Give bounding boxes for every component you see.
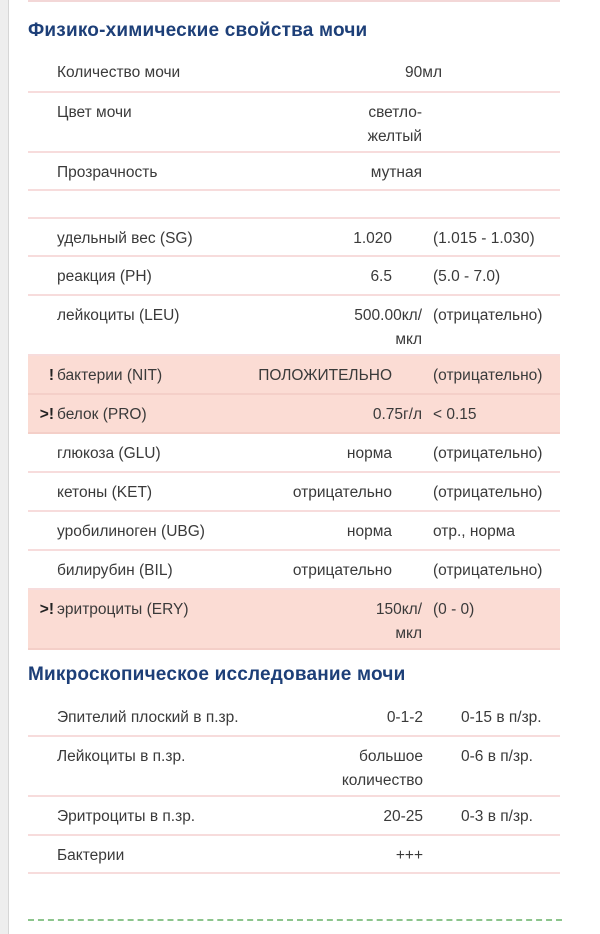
table-row [28, 737, 560, 797]
row-ref: < 0.15 [433, 406, 477, 423]
row-name: лейкоциты (LEU) [57, 307, 180, 324]
row-value: светло- желтый [367, 104, 422, 145]
microscopy-table [28, 698, 560, 874]
row-name: Эритроциты в п.зр. [57, 808, 196, 825]
table-row-spacer [28, 191, 560, 219]
row-value: норма [346, 523, 392, 540]
row-name: билирубин (BIL) [57, 562, 173, 579]
table-row [28, 153, 560, 191]
row-ref: (отрицательно) [433, 484, 543, 501]
row-name: Лейкоциты в п.зр. [57, 748, 186, 765]
row-value: 150кл/ мкл [375, 601, 422, 642]
row-value: 0.75г/л [372, 406, 422, 423]
section-title-microscopy: Микроскопическое исследование мочи [28, 664, 406, 685]
table-row-alert [28, 395, 560, 434]
row-flag: >! [39, 601, 54, 618]
table-row [28, 434, 560, 473]
row-value: 1.020 [353, 230, 392, 247]
analyzer-table [28, 219, 560, 650]
row-ref: (отрицательно) [433, 307, 543, 324]
row-value: норма [346, 445, 392, 462]
row-name: Эпителий плоский в п.зр. [57, 709, 239, 726]
table-row [28, 698, 560, 737]
table-row [28, 797, 560, 836]
section-title-physchem: Физико-химические свойства мочи [28, 20, 368, 41]
row-name: Бактерии [57, 847, 125, 864]
page-left-edge-line [8, 0, 9, 934]
page-left-edge [0, 0, 8, 934]
row-name: удельный вес (SG) [57, 230, 193, 247]
row-value: 500.00кл/ мкл [354, 307, 422, 348]
row-ref: 0-15 в п/зр. [461, 709, 542, 726]
table-row-alert [28, 356, 560, 395]
row-ref: (отрицательно) [433, 445, 543, 462]
row-value: отрицательно [292, 484, 392, 501]
row-ref: 0-6 в п/зр. [461, 748, 533, 765]
row-flag: >! [39, 406, 54, 423]
table-row [28, 512, 560, 551]
table-row [28, 257, 560, 296]
row-name: кетоны (KET) [57, 484, 153, 501]
table-row [28, 53, 560, 93]
table-row-alert [28, 590, 560, 650]
row-name: реакция (PH) [57, 268, 152, 285]
row-ref: 0-3 в п/зр. [461, 808, 533, 825]
row-value: ПОЛОЖИТЕЛЬНО [258, 367, 392, 384]
table-row [28, 296, 560, 356]
row-value: 0-1-2 [386, 709, 423, 726]
row-name: Прозрачность [57, 164, 158, 181]
top-divider [28, 0, 560, 2]
table-row [28, 473, 560, 512]
table-row [28, 836, 560, 874]
table-row [28, 551, 560, 590]
row-value: 6.5 [370, 268, 392, 285]
row-ref: (0 - 0) [433, 601, 475, 618]
table-row [28, 219, 560, 257]
row-name: Цвет мочи [57, 104, 132, 121]
bottom-dashed-divider [28, 919, 562, 921]
row-ref: отр., норма [433, 523, 515, 540]
row-value: 20-25 [383, 808, 423, 825]
row-flag: ! [48, 367, 54, 384]
row-name: эритроциты (ERY) [57, 601, 189, 618]
row-value: отрицательно [292, 562, 392, 579]
row-value: 90мл [405, 64, 442, 81]
row-ref: (1.015 - 1.030) [433, 230, 535, 247]
table-row [28, 93, 560, 153]
row-value: большое количество [341, 748, 423, 789]
row-ref: (5.0 - 7.0) [433, 268, 501, 285]
row-ref: (отрицательно) [433, 367, 543, 384]
physchem-table [28, 53, 560, 219]
row-name: бактерии (NIT) [57, 367, 163, 384]
row-ref: (отрицательно) [433, 562, 543, 579]
row-value: мутная [370, 164, 422, 181]
row-name: уробилиноген (UBG) [57, 523, 205, 540]
row-value: +++ [395, 847, 423, 864]
row-name: глюкоза (GLU) [57, 445, 161, 462]
row-name: Количество мочи [57, 64, 181, 81]
row-name: белок (PRO) [57, 406, 147, 423]
